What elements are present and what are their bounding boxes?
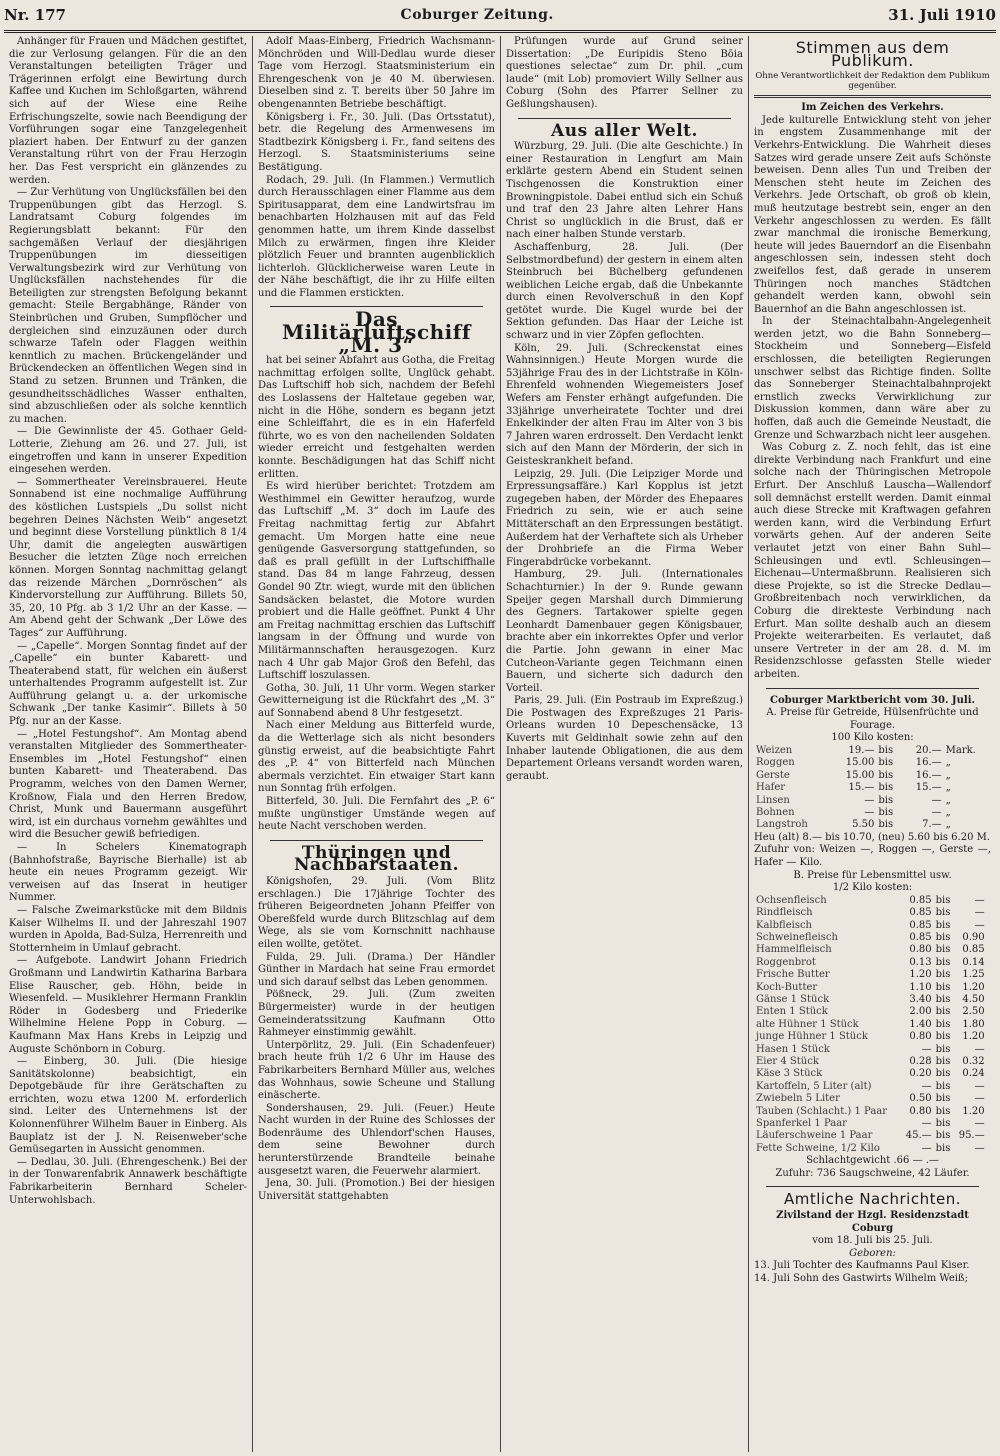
price-row bbox=[754, 807, 991, 819]
price-item: Hasen 1 Stück bbox=[756, 1043, 830, 1055]
price-bis: bis bbox=[935, 944, 951, 956]
price-from: 0.13 bbox=[909, 956, 932, 968]
price-from: 1.10 bbox=[909, 981, 932, 993]
price-bis: bis bbox=[878, 782, 894, 794]
article-paragraph: Anhänger für Frauen und Mädchen gestiftet, die zur Verlosung gelangen. Für die an den Veranstaltungen beteiligten Träger und Trägerinnen erfolgt eine Bewirtung durch Kaffee und Kuchen im Schloßgarten, während sich auf der Wiese eine Reihe Erfrischungszelte, sowie nach Beendigung der Vorführungen sogar eine Tanzgelegenheit plaziert haben. Der Entwurf zu der ganzen Veranstaltung rührt von der Frau Herzogin her. Das Fest verspricht ein glänzendes zu werden. bbox=[9, 36, 247, 186]
article-paragraph: Adolf Maas-Einberg, Friedrich Wachsmann-Mönchröden und Will-Dedlau wurde dieser Tage vom Herzogl. Staatsministerium ein Ehrengeschenk von je 40 M. überwiesen. Dieselben sind z. T. bereits über 50 Jahre im obengenannten Betriebe beschäftigt. bbox=[258, 36, 495, 110]
price-to: 16.— bbox=[915, 757, 942, 769]
price-to: — bbox=[974, 894, 985, 906]
price-from: 15.00 bbox=[845, 769, 875, 781]
price-from: — bbox=[921, 1080, 932, 1092]
newspaper-title: Coburger Zeitung. bbox=[400, 7, 554, 23]
price-unit bbox=[987, 932, 991, 944]
price-bis: bis bbox=[935, 1006, 951, 1018]
price-unit bbox=[987, 1068, 991, 1080]
price-row bbox=[754, 795, 991, 807]
slaughter-line: Schlachtgewicht .66 — .— bbox=[806, 1155, 939, 1167]
market-title: Coburger Marktbericht vom 30. Juli. bbox=[769, 694, 975, 706]
price-table-a bbox=[754, 745, 991, 832]
price-from: 15.00 bbox=[845, 757, 875, 769]
price-bis: bis bbox=[935, 1055, 951, 1067]
price-to: 20.— bbox=[915, 744, 942, 756]
columns bbox=[4, 36, 996, 1452]
price-row bbox=[754, 920, 991, 932]
article-paragraph: Fulda, 29. Juli. (Drama.) Der Händler Günther in Mardach hat seine Frau ermordet und sich darauf selbst das Leben genommen. bbox=[258, 951, 495, 988]
price-from: 15.— bbox=[848, 782, 875, 794]
market-report bbox=[754, 695, 991, 1181]
price-from: 0.80 bbox=[909, 1031, 932, 1043]
price-to: 1.20 bbox=[962, 981, 985, 993]
price-row bbox=[754, 982, 991, 994]
market-unit-a: 100 Kilo kosten: bbox=[831, 732, 914, 744]
price-to: — bbox=[931, 794, 942, 806]
price-to: — bbox=[974, 1093, 985, 1105]
price-item: Hammelfleisch bbox=[756, 944, 832, 956]
births-label: Geboren: bbox=[849, 1247, 896, 1259]
price-to: — bbox=[931, 806, 942, 818]
price-item: Fette Schweine, 1/2 Kilo bbox=[756, 1142, 880, 1154]
price-bis: bis bbox=[935, 1142, 951, 1154]
price-row bbox=[754, 770, 991, 782]
price-row bbox=[754, 969, 991, 981]
price-row bbox=[754, 782, 991, 794]
article-paragraph: Königshofen, 29. Juli. (Vom Blitz erschlagen.) Die 17jährige Tochter des früheren Beigeordneten Johann Pfeiffer von Obereßfeld wurde durch Blitzschlag auf dem Wege, als sie vom Kornschnitt nachhause eilen wollte, getötet. bbox=[258, 876, 495, 950]
market-subtitle-b: B. Preise für Lebensmittel usw. bbox=[793, 869, 952, 881]
price-row bbox=[754, 1019, 991, 1031]
price-item: Kalbfleisch bbox=[756, 919, 812, 931]
price-item: Gerste bbox=[756, 769, 790, 781]
price-bis: bis bbox=[935, 1105, 951, 1117]
article-paragraph: Nach einer Meldung aus Bitterfeld wurde, da die Wetterlage sich als nicht besonders günstig erweist, auf die beabsichtigte Fahrt des „P. 4“ von Bitterfeld nach München abermals verzichtet. Ein etwaiger Start kann nun Sonntag früh erfolgen. bbox=[258, 720, 495, 795]
price-from: — bbox=[864, 794, 875, 806]
price-unit bbox=[987, 1019, 991, 1031]
price-bis: bis bbox=[935, 1068, 951, 1080]
price-to: 4.50 bbox=[962, 993, 985, 1005]
price-row bbox=[754, 1081, 991, 1093]
price-table-b bbox=[754, 895, 991, 1156]
price-row bbox=[754, 1056, 991, 1068]
article-paragraph: hat bei seiner Abfahrt aus Gotha, die Freitag nachmittag erfolgen sollte, Unglück gehabt. Das Luftschiff hob sich, nachdem der Befehl des Loslassens der Haltetaue gegeben war, nicht in die Höhe, sondern es begann jetzt eine Schleiffahrt, die es in ein Haferfeld führte, wo es von den nacheilenden Soldaten wieder erreicht und festgehalten werden konnte. Beschädigungen hat das Schiff nicht erlitten. bbox=[258, 355, 495, 480]
article-paragraph: Köln, 29. Juli. (Schreckenstat eines Wahnsinnigen.) Heute Morgen wurde die 53jährige Frau des in der Lichtstraße in Köln-Ehrenfeld wohnenden Wiegemeisters Josef Wefers am Fenster erhängt aufgefunden. Die 33jährige unverheiratete Tochter und drei Enkelkinder der alten Frau im Alter von 3 bis 7 Jahren waren erdrosselt. Den Verdacht lenkt sich auf den Mann der Mörderin, der sich in Geisteskrankheit befand. bbox=[506, 342, 743, 467]
article-paragraph: — In Schelers Kinematograph (Bahnhofstraße, Bayrische Bierhalle) ist ab heute ein neues Programm gezeigt. Wir verweisen auf das Inserat in heutiger Nummer. bbox=[9, 842, 247, 904]
article-paragraph: In der Steinachtalbahn-Angelegenheit werden jetzt, wo die Bahn Sonneberg—Stockheim und Sonneberg—Eisfeld erschlossen, die beteiligten Regierungen unschwer selbst das Richtige finden. Sollte das Sonneberger Steinachtalbahnprojekt ernstlich zwecks Verwirklichung zur Diskussion kommen, dann wäre aber zu hoffen, daß auch die Gemeinde Neustadt, die Grenze und Schwarzbach nicht leer ausgehen. bbox=[754, 316, 991, 441]
price-item: Gänse 1 Stück bbox=[756, 993, 830, 1005]
price-unit bbox=[987, 982, 991, 994]
supply-b-line: Zufuhr: 736 Saugschweine, 42 Läufer. bbox=[775, 1167, 970, 1179]
article-paragraph: Was Coburg z. Z. noch fehlt, das ist eine direkte Verbindung nach Frankfurt und eine solche nach der Thüringischen Metropole Erfurt. Der Anschluß Lauscha—Wallendorf soll demnächst erstellt werden. Damit einmal auch diese Strecke mit Kraftwagen gefahren werden kann, wird die Verbindung Erfurt vorwärts gehen. Auf der anderen Seite verlautet jetzt von einer Bahn Suhl—Schleusingen und evtl. Schleusingen—Eichenau—Untermaßbrunn. Realisieren sich diese Projekte, so ist die Strecke Dedlau—Großbreitenbach noch verwirklichen, da Coburg die direkteste Verbindung nach Erfurt. Man sollte deshalb auch an diesem Projekte weiterarbeiten. Es verlautet, daß unsere Vertreter in der am 28. d. M. im Residenzschlosse gefassten Stelle wieder arbeiten. bbox=[754, 442, 991, 680]
column-1 bbox=[4, 36, 252, 1452]
price-row bbox=[754, 1044, 991, 1056]
price-bis: bis bbox=[935, 993, 951, 1005]
price-from: 0.85 bbox=[909, 919, 932, 931]
price-from: 1.20 bbox=[909, 969, 932, 981]
price-item: Roggen bbox=[756, 757, 795, 769]
disclaimer: Ohne Verantwortlichkeit der Redaktion dem Publikum gegenüber. bbox=[755, 71, 990, 92]
price-unit bbox=[987, 1093, 991, 1105]
divider bbox=[766, 1186, 979, 1187]
price-to: 0.24 bbox=[962, 1068, 985, 1080]
price-bis: bis bbox=[878, 806, 894, 818]
price-item: Frische Butter bbox=[756, 969, 830, 981]
price-item: Kartoffeln, 5 Liter (alt) bbox=[756, 1080, 872, 1092]
masthead bbox=[4, 0, 996, 33]
price-unit: „ bbox=[945, 757, 951, 769]
price-to: 1.20 bbox=[962, 1031, 985, 1043]
price-unit bbox=[987, 1143, 991, 1155]
price-unit bbox=[987, 1130, 991, 1142]
price-to: — bbox=[974, 1142, 985, 1154]
price-row bbox=[754, 1143, 991, 1155]
price-from: 0.20 bbox=[909, 1068, 932, 1080]
article-paragraph: Paris, 29. Juli. (Ein Postraub im Expreßzug.) Die Postwagen des Expreßzuges 21 Paris-Orleans wurden 10 Depeschensäcke, 13 Kuverts mit Geldinhalt sowie zehn auf den Inhaber lautende Obligationen, die aus dem Departement Orleans versandt worden waren, geraubt. bbox=[506, 695, 743, 782]
article-paragraph: — Falsche Zweimarkstücke mit dem Bildnis Kaiser Wilhelms II. und der Jahreszahl 1907 wurden in Apolda, Bad-Sulza, Herrenreith und Stotternheim in Umlauf gebracht. bbox=[9, 904, 247, 954]
price-to: — bbox=[974, 907, 985, 919]
price-item: Hafer bbox=[756, 782, 786, 794]
price-item: Enten 1 Stück bbox=[756, 1006, 828, 1018]
price-bis: bis bbox=[935, 894, 951, 906]
price-row bbox=[754, 1006, 991, 1018]
article-paragraph: — „Hotel Festungshof“. Am Montag abend veranstalten Mitglieder des Sommertheater-Ensembles im „Hotel Festungshof“ einen bunten Kabarett- und Theaterabend. Das Programm, welches von den Damen Werner, Kroßnow, Fiala und den Herren Bredow, Christ, Munk und Bauermann ausgeführt wird, ist ein durchaus vornehm gewähltes und wird die Besucher gewiß befriedigen. bbox=[9, 728, 247, 841]
price-bis: bis bbox=[935, 907, 951, 919]
price-item: Linsen bbox=[756, 794, 790, 806]
price-to: 1.20 bbox=[962, 1105, 985, 1117]
price-from: 45.— bbox=[905, 1130, 932, 1142]
column-4 bbox=[748, 36, 996, 1452]
article-paragraph: Unterpörlitz, 29. Juli. (Ein Schadenfeuer) brach heute früh 1/2 6 Uhr im Hause des Fabrikarbeiters Bernhard Müller aus, welches das Wohnhaus, sowie Scheune und Stallung einäscherte. bbox=[258, 1039, 495, 1102]
price-from: 0.85 bbox=[909, 907, 932, 919]
price-to: — bbox=[974, 1043, 985, 1055]
divider bbox=[518, 118, 731, 119]
section-heading-world: Aus aller Welt. bbox=[551, 120, 698, 141]
article-paragraph: Es wird hierüber berichtet: Trotzdem am Westhimmel ein Gewitter heraufzog, wurde das Luftschiff „M. 3“ doch im Laufe des Freitag nachmittag fertig zur Abfahrt gemacht. Um Morgen hatte eine neue genügende Gasversorgung stattgefunden, so daß es prall gefüllt in der Luftschiffhalle stand. Das 84 m lange Fahrzeug, dessen Gondel 90 Ztr. wiegt, wurde mit den üblichen Sandsäcken belastet, die Motore wurden probiert und die Halle geöffnet. Punkt 4 Uhr am Freitag nachmittag erschien das Luftschiff langsam in der Öffnung und wurde von Militärmannschaften herausgezogen. Kurz nach 4 Uhr gab Major Groß den Befehl, das Luftschiff loszulassen. bbox=[258, 481, 495, 682]
headline-airship: Das Militärluftschiff „M. 3“ bbox=[282, 307, 471, 357]
price-from: 0.50 bbox=[909, 1093, 932, 1105]
price-unit: Mark. bbox=[945, 744, 976, 756]
price-bis: bis bbox=[935, 969, 951, 981]
article-paragraph: Jede kulturelle Entwicklung steht von jeher in engstem Zusammenhange mit der Verkehrs-Entwicklung. Die Wahrheit dieses Satzes wird gerade unsere Zeit aufs Schönste beweisen. Denn alles Tun und Treiben der Menschen steht heute im Zeichen des Verkehrs. Jede Ortschaft, ob groß ob klein, muß heutzutage bestrebt sein, enger an den Verkehr angeschlossen zu werden. Es fällt zwar manchmal die ironische Bemerkung, heute will jedes Bauerndorf an die Eisenbahn angeschlossen sein, indessen steht doch zweifellos fest, daß gerade in unserem Thüringen noch manches Städtchen gehandelt werden kann, obwohl sein Bauernhof an die Bahn angeschlossen ist. bbox=[754, 114, 991, 315]
price-unit bbox=[987, 994, 991, 1006]
divider bbox=[754, 95, 991, 98]
price-item: Käse 3 Stück bbox=[756, 1068, 823, 1080]
price-item: Bohnen bbox=[756, 806, 795, 818]
article-paragraph: Sondershausen, 29. Juli. (Feuer.) Heute Nacht wurden in der Ruine des Schlosses der Bodenräume des Uhlendorf'schen Hauses, dem seine Bewohner durch herunterstürzende Brandteile beinahe ausgesetzt waren, die Feuerwehr alarmiert. bbox=[258, 1102, 495, 1177]
article-paragraph: Bitterfeld, 30. Juli. Die Fernfahrt des „P. 6“ mußte ungünstiger Umstände wegen auf heute Nacht verschoben werden. bbox=[258, 796, 495, 833]
price-unit bbox=[987, 1081, 991, 1093]
price-unit bbox=[987, 1006, 991, 1018]
price-bis: bis bbox=[935, 956, 951, 968]
price-item: Roggenbrot bbox=[756, 956, 816, 968]
price-to: 1.80 bbox=[962, 1018, 985, 1030]
price-item: Läuferschweine 1 Paar bbox=[756, 1130, 873, 1142]
price-unit bbox=[987, 1031, 991, 1043]
price-unit bbox=[987, 895, 991, 907]
price-from: 0.28 bbox=[909, 1055, 932, 1067]
price-row bbox=[754, 757, 991, 769]
price-unit: „ bbox=[945, 769, 951, 781]
price-row bbox=[754, 932, 991, 944]
price-row bbox=[754, 895, 991, 907]
article-paragraph: Pößneck, 29. Juli. (Zum zweiten Bürgermeister) wurde in der heutigen Gemeinderatssitzung Kaufmann Otto Rahmeyer einstimmig gewählt. bbox=[258, 989, 495, 1039]
price-item: Ochsenfleisch bbox=[756, 894, 827, 906]
price-row bbox=[754, 1106, 991, 1118]
market-unit-b: 1/2 Kilo kosten: bbox=[832, 882, 913, 894]
market-subtitle-a: A. Preise für Getreide, Hülsenfrüchte und Fourage. bbox=[766, 707, 979, 731]
price-from: 3.40 bbox=[909, 993, 932, 1005]
price-to: 95.— bbox=[958, 1130, 985, 1142]
article-paragraph: Rodach, 29. Juli. (In Flammen.) Vermutlich durch Herausschlagen einer Flamme aus dem Spiritusapparat, dem eine Landwirtsfrau im benachbarten Holzhausen mit auf das Feld genommen hatte, um ihrem Kinde dasselbst Milch zu erwärmen, fingen ihre Kleider plötzlich Feuer und brannten augenblicklich lichterloh. Glücklicherweise waren Leute in der Nähe beschäftigt, die ihr zu Hilfe eilten und die Flammen erstickten. bbox=[258, 174, 495, 299]
price-bis: bis bbox=[878, 819, 894, 831]
price-item: alte Hühner 1 Stück bbox=[756, 1018, 859, 1030]
price-bis: bis bbox=[935, 1130, 951, 1142]
article-paragraph: Prüfungen wurde auf Grund seiner Dissertation: „De Euripidis Steno Bōia questiones selectae“ zum Dr. phil. „cum laude“ (mit Lob) promoviert Willy Sellner aus Coburg (Sohn des Pfarrer Sellner zu Geßlungshausen). bbox=[506, 36, 743, 110]
issue-number: Nr. 177 bbox=[4, 6, 66, 24]
article-paragraph: Jena, 30. Juli. (Promotion.) Bei der hiesigen Universität stattgehabten bbox=[258, 1178, 495, 1202]
official-heading: Amtliche Nachrichten. bbox=[784, 1190, 961, 1209]
price-from: 5.50 bbox=[852, 819, 875, 831]
article-paragraph: Leipzig, 29. Juli. (Die Leipziger Morde und Erpressungsaffäre.) Karl Kopplus ist jetzt zugegeben haben, der Mörder des Ehepaares Friedrich zu sein, wie er auch seine Mittäterschaft an den Erpressungen bestätigt. Außerdem hat der Verhaftete sich als Urheber der Drohbriefe an die Firma Weber Fingerabdrücke vorbekannt. bbox=[506, 468, 743, 568]
price-to: 16.— bbox=[915, 769, 942, 781]
price-from: 1.40 bbox=[909, 1018, 932, 1030]
article-paragraph: — Aufgebote. Landwirt Johann Friedrich Großmann und Landwirtin Katharina Barbara Elise Rauscher, geb. Höhn, beide in Wiesenfeld. — Musiklehrer Hermann Franklin Röder in Godesberg und Friederike Wilhelmine Helene Popp in Coburg. — Kaufmann Max Hans Krebs in Leipzig und Auguste Schönborn in Coburg. bbox=[9, 955, 247, 1055]
price-to: 0.32 bbox=[962, 1055, 985, 1067]
price-item: Spanferkel 1 Paar bbox=[756, 1118, 847, 1129]
column-3 bbox=[500, 36, 748, 1452]
price-bis: bis bbox=[935, 1118, 951, 1129]
divider bbox=[270, 840, 483, 841]
price-from: 0.85 bbox=[909, 894, 932, 906]
price-row bbox=[754, 907, 991, 919]
price-unit bbox=[987, 1106, 991, 1118]
price-bis: bis bbox=[935, 931, 951, 943]
price-bis: bis bbox=[935, 1043, 951, 1055]
divider bbox=[766, 688, 979, 689]
price-from: 2.00 bbox=[909, 1006, 932, 1018]
hay-line: Heu (alt) 8.— bis 10.70, (neu) 5.60 bis 6.20 M. bbox=[754, 831, 991, 843]
price-bis: bis bbox=[878, 757, 894, 769]
price-bis: bis bbox=[878, 744, 894, 756]
official-subtitle: Zivilstand der Hzgl. Residenzstadt Coburg bbox=[776, 1210, 969, 1234]
price-unit: „ bbox=[945, 819, 951, 831]
price-unit: „ bbox=[945, 794, 951, 806]
price-row bbox=[754, 957, 991, 969]
price-from: 0.80 bbox=[909, 944, 932, 956]
price-unit bbox=[987, 1056, 991, 1068]
price-from: 0.85 bbox=[909, 931, 932, 943]
price-to: 1.25 bbox=[962, 969, 985, 981]
article-paragraph: Aschaffenburg, 28. Juli. (Der Selbstmordbefund) der gestern in einem alten Steinbruch bei Büchelberg gefundenen weiblichen Leiche ergab, daß die Unbekannte durch einen Revolverschuß in den Kopf getötet wurde. Die Kugel wurde bei der Sektion gefunden. Das Haar der Leiche ist schwarz und in vier Zöpfen geflochten. bbox=[506, 241, 743, 342]
price-item: Eier 4 Stück bbox=[756, 1055, 819, 1067]
article-paragraph: Gotha, 30. Juli, 11 Uhr vorm. Wegen starker Gewitterneigung ist die Rückfahrt des „M. 3“ auf Sonnabend abend 8 Uhr festgesetzt. bbox=[258, 682, 495, 719]
price-row bbox=[754, 944, 991, 956]
price-row bbox=[754, 745, 991, 757]
section-heading-thuringia: Thüringen und Nachbarstaaten. bbox=[293, 842, 460, 876]
supply-line: Zufuhr von: Weizen —, Roggen —, Gerste —, Hafer — Kilo. bbox=[754, 844, 991, 868]
official-entry: 13. Juli Tochter des Kaufmanns Paul Kiser. bbox=[754, 1260, 970, 1272]
price-row bbox=[754, 1093, 991, 1105]
price-unit: „ bbox=[945, 806, 951, 818]
price-item: Rindfleisch bbox=[756, 907, 813, 919]
price-from: — bbox=[921, 1142, 932, 1154]
price-to: 0.14 bbox=[962, 956, 985, 968]
price-to: 0.90 bbox=[962, 931, 985, 943]
price-row bbox=[754, 1068, 991, 1080]
price-from: 19.— bbox=[848, 744, 875, 756]
article-paragraph: — Dedlau, 30. Juli. (Ehrengeschenk.) Bei der in der Tonwarenfabrik Annawerk beschäftigte Fabrikarbeiterin Bernhard Scheler-Unterwohlsbach. bbox=[9, 1156, 247, 1206]
price-from: — bbox=[921, 1043, 932, 1055]
price-from: 0.80 bbox=[909, 1105, 932, 1117]
price-to: — bbox=[974, 1080, 985, 1092]
column-2 bbox=[252, 36, 500, 1452]
price-row bbox=[754, 1130, 991, 1142]
price-row bbox=[754, 1118, 991, 1130]
price-from: — bbox=[921, 1118, 932, 1129]
price-bis: bis bbox=[935, 1031, 951, 1043]
article-paragraph: Königsberg i. Fr., 30. Juli. (Das Ortsstatut), betr. die Regelung des Armenwesens im Stadtbezirk Königsberg i. Fr., fand seitens des Herzogl. S. Staatsministeriums seine Bestätigung. bbox=[258, 111, 495, 173]
price-to: — bbox=[974, 1118, 985, 1129]
article-paragraph: — „Capelle“. Morgen Sonntag findet auf der „Capelle“ ein bunter Kabarett- und Theaterabend statt, für welchen ein äußerst unterhaltendes Programm aufgestellt ist. Zur Aufführung gelangt u. a. der urkomische Schwank „Der tanke Kasimir“. Billets à 50 Pfg. nur an der Kasse. bbox=[9, 640, 247, 728]
price-unit bbox=[987, 957, 991, 969]
price-row bbox=[754, 819, 991, 831]
official-entry: 14. Juli Sohn des Gastwirts Wilhelm Weiß; bbox=[754, 1272, 968, 1284]
price-item: Schweinefleisch bbox=[756, 931, 838, 943]
issue-date: 31. Juli 1910 bbox=[888, 6, 996, 24]
article-paragraph: — Sommertheater Vereinsbrauerei. Heute Sonnabend ist eine nochmalige Aufführung des köstlichen Lustspiels „Du sollst nicht begehren Deines Nächsten Weib“ angesetzt und beginnt diese Vorstellung pünktlich 8 1/4 Uhr, damit die angelegten auswärtigen Besucher die letzten Züge noch erreichen können. Morgen Sonntag nachmittag gelangt das reizende Märchen „Dornröschen“ als Kindervorstellung zur Aufführung. Billets 50, 35, 20, 10 Pfg. ab 3 1/2 Uhr an der Kasse. — Am Abend geht der Schwank „Der Löwe des Tages“ zur Aufführung. bbox=[9, 476, 247, 639]
price-row bbox=[754, 1031, 991, 1043]
price-to: 7.— bbox=[922, 819, 942, 831]
article-paragraph: Würzburg, 29. Juli. (Die alte Geschichte.) In einer Restauration in Lengfurt am Main erklärte gestern Abend ein Student seinen Tischgenossen die Konstruktion einer Browningpistole. Dabei entlud sich ein Schuß und traf den 23 Jahre alten Lehrer Hans Christ so unglücklich in die Brust, daß er nach einer halben Stunde verstarb. bbox=[506, 141, 743, 241]
price-bis: bis bbox=[935, 1080, 951, 1092]
price-to: 2.50 bbox=[962, 1006, 985, 1018]
article-paragraph: Hamburg, 29. Juli. (Internationales Schachturnier.) In der 9. Runde gewann Speijer gegen Marshall durch Dimmierung des Gegners. Tartakower spielte gegen Leonhardt Damenbauer gegen Königsbauer, brachte aber ein inkorrektes Opfer und verlor die Partie. John gewann in einer Mac Cutcheon-Variante gegen Teichmann einen Bauern, und sicherte sich dadurch den Vorteil. bbox=[506, 569, 743, 694]
price-bis: bis bbox=[878, 794, 894, 806]
price-unit bbox=[987, 1044, 991, 1056]
price-unit bbox=[987, 907, 991, 919]
official-range: vom 18. Juli bis 25. Juli. bbox=[812, 1235, 933, 1247]
price-unit bbox=[987, 944, 991, 956]
price-to: — bbox=[974, 919, 985, 931]
price-unit: „ bbox=[945, 782, 951, 794]
price-item: Tauben (Schlacht.) 1 Paar bbox=[756, 1105, 888, 1117]
price-bis: bis bbox=[935, 981, 951, 993]
price-item: Langstroh bbox=[756, 819, 808, 831]
price-bis: bis bbox=[935, 1018, 951, 1030]
section-heading-public: Stimmen aus dem Publikum. bbox=[795, 38, 950, 70]
article-paragraph: — Einberg, 30. Juli. (Die hiesige Sanitätskolonne) beabsichtigt, ein Depotgebäude für ihre Gerätschaften zu errichten, wozu etwa 1200 M. erforderlich sind. Leiter des Unternehmens ist der Kolonnenführer Wilhelm Bauer in Einberg. Als Bauplatz ist der J. N. Reisenweber'sche Gemüsegarten in Aussicht genommen. bbox=[9, 1056, 247, 1156]
price-unit bbox=[987, 1118, 991, 1130]
price-bis: bis bbox=[935, 1093, 951, 1105]
article-paragraph: — Die Gewinnliste der 45. Gothaer Geld-Lotterie, Ziehung am 26. und 27. Juli, ist eingetroffen und kann in unserer Expedition eingesehen werden. bbox=[9, 426, 247, 476]
price-bis: bis bbox=[935, 919, 951, 931]
price-item: Koch-Butter bbox=[756, 981, 818, 993]
letter-title: Im Zeichen des Verkehrs. bbox=[801, 102, 944, 114]
price-to: 0.85 bbox=[962, 944, 985, 956]
article-paragraph: — Zur Verhütung von Unglücksfällen bei den Truppenübungen gibt das Herzogl. S. Landratsamt Coburg folgendes im Regierungsblatt bekannt: Für den sachgemäßen Verlauf der diesjährigen Truppenübungen im diesseitigen Verwaltungsbezirk wird zur Verhütung von Unglücksfällen nachstehendes für die Beteiligten zur strengsten Befolgung bekannt gemacht: Steile Bergabhänge, Ränder von Steinbrüchen und Gruben, Sumpflöcher und dergleichen sind einzuzäunen oder durch schwarze Tafeln oder Flaggen weithin kenntlich zu machen. Brückengeländer und Brückendecken an öffentlichen Wegen sind in Stand zu setzen. Brunnen und Tränken, die gesundheitsschädliches Wasser enthalten, sind abzuschließen oder als solche kenntlich zu machen. bbox=[9, 187, 247, 425]
price-item: Weizen bbox=[756, 744, 793, 756]
price-unit bbox=[987, 969, 991, 981]
price-unit bbox=[987, 920, 991, 932]
price-to: 15.— bbox=[915, 782, 942, 794]
price-from: — bbox=[864, 806, 875, 818]
price-row bbox=[754, 994, 991, 1006]
price-bis: bis bbox=[878, 769, 894, 781]
price-item: junge Hühner 1 Stück bbox=[756, 1031, 868, 1043]
price-item: Zwiebeln 5 Liter bbox=[756, 1093, 840, 1105]
